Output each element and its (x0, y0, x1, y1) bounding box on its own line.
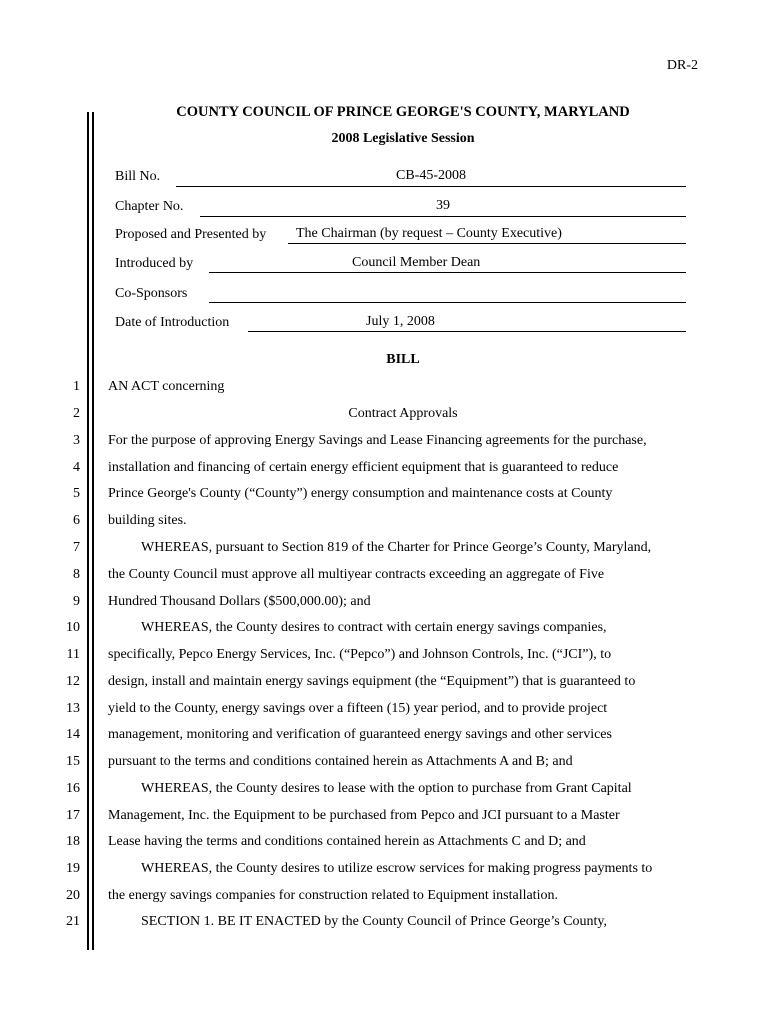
line-number: 8 (73, 567, 80, 582)
line-number: 5 (73, 486, 80, 501)
bill-line: WHEREAS, the County desires to utilize escrow services for making progress payments to (141, 861, 653, 876)
line-number: 6 (73, 513, 80, 528)
proposed-by-label: Proposed and Presented by (115, 227, 267, 242)
bill-line: WHEREAS, the County desires to lease with the option to purchase from Grant Capital (141, 781, 632, 796)
bill-line: installation and financing of certain energy efficient equipment that is guaranteed to reduce (108, 460, 619, 475)
line-number: 16 (66, 781, 80, 796)
line-number: 19 (66, 861, 80, 876)
line-number: 18 (66, 834, 80, 849)
line-number: 9 (73, 594, 80, 609)
bill-line: Hundred Thousand Dollars ($500,000.00); and (108, 594, 371, 609)
bill-no-value: CB-45-2008 (176, 168, 686, 187)
council-title: COUNTY COUNCIL OF PRINCE GEORGE'S COUNTY, MARYLAND (176, 104, 630, 120)
bill-line: management, monitoring and verification of guaranteed energy savings and other services (108, 727, 612, 742)
bill-line: pursuant to the terms and conditions contained herein as Attachments A and B; and (108, 754, 573, 769)
line-number: 15 (66, 754, 80, 769)
bill-heading: BILL (386, 352, 420, 367)
line-number: 21 (66, 914, 80, 929)
bill-line: Lease having the terms and conditions contained herein as Attachments C and D; and (108, 834, 586, 849)
co-sponsors-value (209, 284, 686, 303)
introduced-by-value: Council Member Dean (209, 255, 686, 273)
bill-no-label: Bill No. (115, 169, 161, 184)
bill-line: Prince George's County (“County”) energy consumption and maintenance costs at County (108, 486, 613, 501)
date-intro-value: July 1, 2008 (248, 314, 686, 332)
session-title: 2008 Legislative Session (331, 131, 475, 146)
chapter-no-value: 39 (200, 198, 686, 217)
bill-line: the energy savings companies for construction related to Equipment installation. (108, 888, 558, 903)
line-number: 7 (73, 540, 80, 555)
bill-line: specifically, Pepco Energy Services, Inc. (“Pepco”) and Johnson Controls, Inc. (“JCI”), to (108, 647, 612, 662)
margin-rule-left (87, 112, 89, 950)
co-sponsors-label: Co-Sponsors (115, 286, 188, 301)
line-number: 20 (66, 888, 80, 903)
document-id: DR-2 (666, 58, 698, 73)
bill-line: WHEREAS, the County desires to contract with certain energy savings companies, (141, 620, 607, 635)
bill-line: Contract Approvals (348, 406, 458, 421)
line-number: 17 (66, 808, 80, 823)
line-number: 14 (66, 727, 80, 742)
line-number: 13 (66, 701, 80, 716)
introduced-by-label: Introduced by (115, 256, 194, 271)
date-intro-label: Date of Introduction (115, 315, 230, 330)
line-number: 2 (73, 406, 80, 421)
bill-line: For the purpose of approving Energy Savings and Lease Financing agreements for the purchase, (108, 433, 647, 448)
bill-line: building sites. (108, 513, 187, 528)
bill-line: SECTION 1. BE IT ENACTED by the County Council of Prince George’s County, (141, 914, 607, 929)
bill-line: the County Council must approve all multiyear contracts exceeding an aggregate of Five (108, 567, 605, 582)
bill-line: yield to the County, energy savings over a fifteen (15) year period, and to provide project (108, 701, 608, 716)
line-number: 1 (73, 379, 80, 394)
proposed-by-value: The Chairman (by request – County Executive) (288, 226, 686, 244)
line-number: 4 (73, 460, 80, 475)
line-number: 11 (66, 647, 80, 662)
margin-rule-right (92, 112, 94, 950)
bill-line: Management, Inc. the Equipment to be purchased from Pepco and JCI pursuant to a Master (108, 808, 620, 823)
line-number: 12 (66, 674, 80, 689)
bill-line: design, install and maintain energy savings equipment (the “Equipment”) that is guaranteed to (108, 674, 636, 689)
bill-line: WHEREAS, pursuant to Section 819 of the Charter for Prince George’s County, Maryland, (141, 540, 652, 555)
bill-line: AN ACT concerning (108, 379, 225, 394)
line-number: 3 (73, 433, 80, 448)
chapter-no-label: Chapter No. (115, 199, 184, 214)
line-number: 10 (66, 620, 80, 635)
